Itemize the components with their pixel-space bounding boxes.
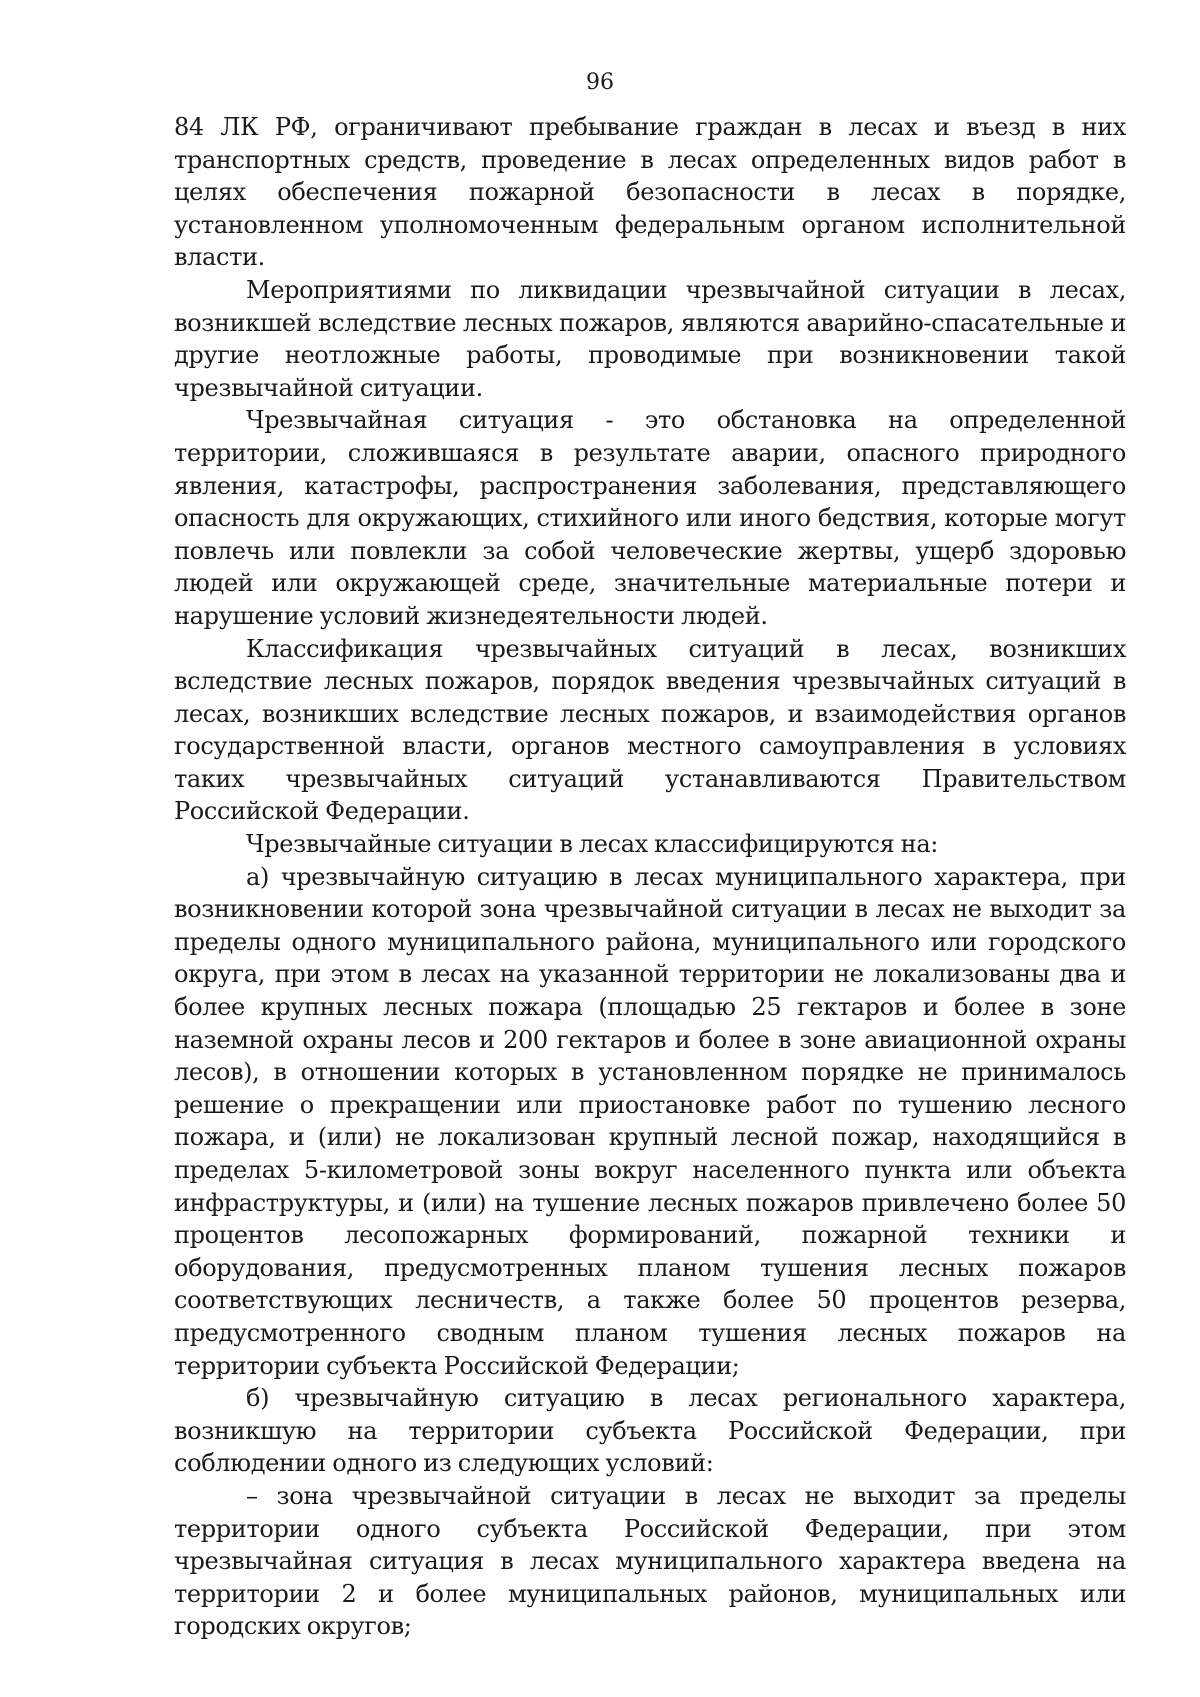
paragraph-emergency-definition: Чрезвычайная ситуация - это обстановка на определенной территории, сложившаяся в результате аварии, опасного природного явления, катастрофы, распространения заболевания, представляющего опасность для окружающих, стихийного или иного бедствия, которые могут повлечь или повлекли за собой человеческие жертвы, ущерб здоровью людей или окружающей среде, значительные материальные потери и нарушение условий жизнедеятельности людей. <box>174 406 1126 630</box>
paragraph-liquidation-measures: Мероприятиями по ликвидации чрезвычайной ситуации в лесах, возникшей вследствие лесных пожаров, являются аварийно-спасательные и другие неотложные работы, проводимые при возникновении такой чрезвычайной ситуации. <box>174 275 1126 402</box>
list-item-municipal: а) чрезвычайную ситуацию в лесах муниципального характера, при возникновении которой зона чрезвычайной ситуации в лесах не выходит за пределы одного муниципального района, муниципального или городского округа, при этом в лесах на указанной территории не локализованы два и более крупных лесных пожара (площадью 25 гектаров и более в зоне наземной охраны лесов и 200 гектаров и более в зоне авиационной охраны лесов), в отношении которых в установленном порядке не принималось решение о прекращении или приостановке работ по тушению лесного пожара, и (или) не локализован крупный лесной пожар, находящийся в пределах 5-километровой зоны вокруг населенного пункта или объекта инфраструктуры, и (или) на тушение лесных пожаров привлечено более 50 процентов лесопожарных формирований, пожарной техники и оборудования, предусмотренных планом тушения лесных пожаров соответствующих лесничеств, а также более 50 процентов резерва, предусмотренного сводным планом тушения лесных пожаров на территории субъекта Российской Федерации; <box>174 862 1126 1380</box>
paragraph-continuation: 84 ЛК РФ, ограничивают пребывание граждан в лесах и въезд в них транспортных средств, проведение в лесах определенных видов работ в целях обеспечения пожарной безопасности в лесах в порядке, установленном уполномоченным федеральным органом исполнительной власти. <box>174 113 1126 272</box>
list-item-regional: б) чрезвычайную ситуацию в лесах регионального характера, возникшую на территории субъекта Российской Федерации, при соблюдении одного из следующих условий: <box>174 1384 1126 1478</box>
document-body <box>174 111 1126 1643</box>
page-number: 96 <box>586 70 614 95</box>
list-item-regional-condition: – зона чрезвычайной ситуации в лесах не выходит за пределы территории одного субъекта Российской Федерации, при этом чрезвычайная ситуация в лесах муниципального характера введена на территории 2 и более муниципальных районов, муниципальных или городских округов; <box>174 1481 1126 1641</box>
paragraph-classification-intro: Чрезвычайные ситуации в лесах классифицируются на: <box>246 830 939 859</box>
paragraph-classification-rules: Классификация чрезвычайных ситуаций в лесах, возникших вследствие лесных пожаров, порядок введения чрезвычайных ситуаций в лесах, возникших вследствие лесных пожаров, и взаимодействия органов государственной власти, органов местного самоуправления в условиях таких чрезвычайных ситуаций устанавливаются Правительством Российской Федерации. <box>174 634 1126 826</box>
